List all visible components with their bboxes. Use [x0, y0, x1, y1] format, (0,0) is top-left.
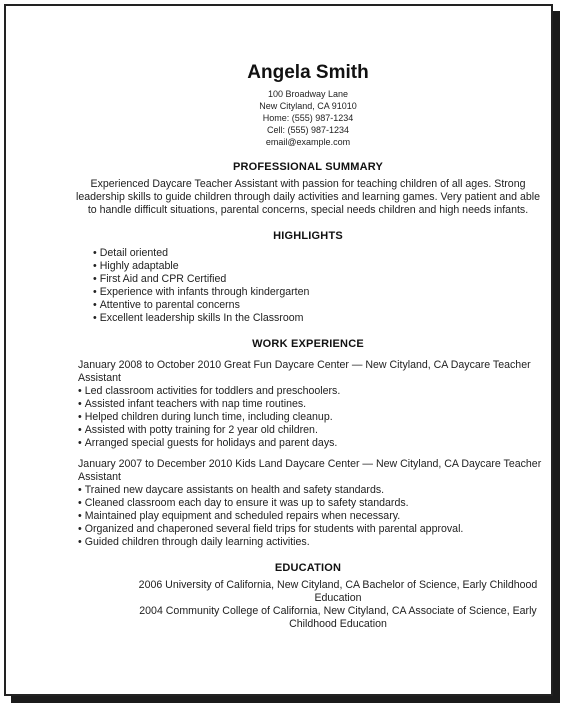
job-entry — [68, 359, 548, 450]
contact-home-phone: Home: (555) 987-1234 — [262, 113, 354, 123]
job-duty-item: • Cleaned classroom each day to ensure it was up to safety standards. — [78, 497, 548, 510]
highlight-item: • Excellent leadership skills In the Classroom — [93, 312, 548, 325]
document-frame — [4, 4, 553, 696]
education-block — [68, 579, 548, 631]
highlight-item: • Experience with infants through kindergarten — [93, 286, 548, 299]
job-duty-item: • Arranged special guests for holidays and parent days. — [78, 437, 548, 450]
contact-address: 100 Broadway Lane — [267, 89, 349, 99]
summary-text: Experienced Daycare Teacher Assistant with passion for teaching children of all ages. Strong leadership skills to guide children through daily activities and learning games. Very patient and able to handle difficult situations, parental concerns, special needs children and high needs infants. — [75, 178, 541, 216]
job-duty-item: • Assisted with potty training for 2 year old children. — [78, 424, 548, 437]
highlight-item: • Detail oriented — [93, 247, 548, 260]
education-heading: EDUCATION — [274, 562, 342, 574]
contact-block — [68, 88, 548, 148]
highlights-list — [68, 247, 548, 325]
job-header: January 2008 to October 2010 Great Fun Daycare Center — New Cityland, CA Daycare Teacher Assistant — [78, 359, 531, 384]
job-duty-item: • Assisted infant teachers with nap time routines. — [78, 398, 548, 411]
job-duty-item: • Led classroom activities for toddlers and preschoolers. — [78, 385, 548, 398]
highlights-heading: HIGHLIGHTS — [273, 230, 343, 242]
job-entry — [68, 458, 548, 549]
highlight-item: • Attentive to parental concerns — [93, 299, 548, 312]
contact-cell-phone: Cell: (555) 987-1234 — [266, 125, 350, 135]
education-entry: 2004 Community College of California, New Cityland, CA Associate of Science, Early Childhood Education — [139, 605, 537, 630]
job-duty-item: • Trained new daycare assistants on health and safety standards. — [78, 484, 548, 497]
job-duty-item: • Organized and chaperoned several field trips for students with parental approval. — [78, 523, 548, 536]
contact-email: email@example.com — [265, 137, 351, 147]
education-entry: 2006 University of California, New Cityland, CA Bachelor of Science, Early Childhood Education — [138, 579, 538, 604]
job-duty-item: • Guided children through daily learning activities. — [78, 536, 548, 549]
resume-document — [68, 56, 548, 631]
job-duty-item: • Helped children during lunch time, including cleanup. — [78, 411, 548, 424]
job-header: January 2007 to December 2010 Kids Land Daycare Center — New Cityland, CA Daycare Teacher Assistant — [78, 458, 542, 483]
job-duties-list — [78, 385, 548, 450]
contact-city: New Cityland, CA 91010 — [259, 101, 357, 111]
job-duties-list — [78, 484, 548, 549]
resume-name: Angela Smith — [247, 62, 369, 83]
highlight-item: • Highly adaptable — [93, 260, 548, 273]
job-duty-item: • Maintained play equipment and scheduled repairs when necessary. — [78, 510, 548, 523]
highlight-item: • First Aid and CPR Certified — [93, 273, 548, 286]
experience-heading: WORK EXPERIENCE — [252, 338, 364, 350]
summary-heading: PROFESSIONAL SUMMARY — [232, 161, 384, 173]
